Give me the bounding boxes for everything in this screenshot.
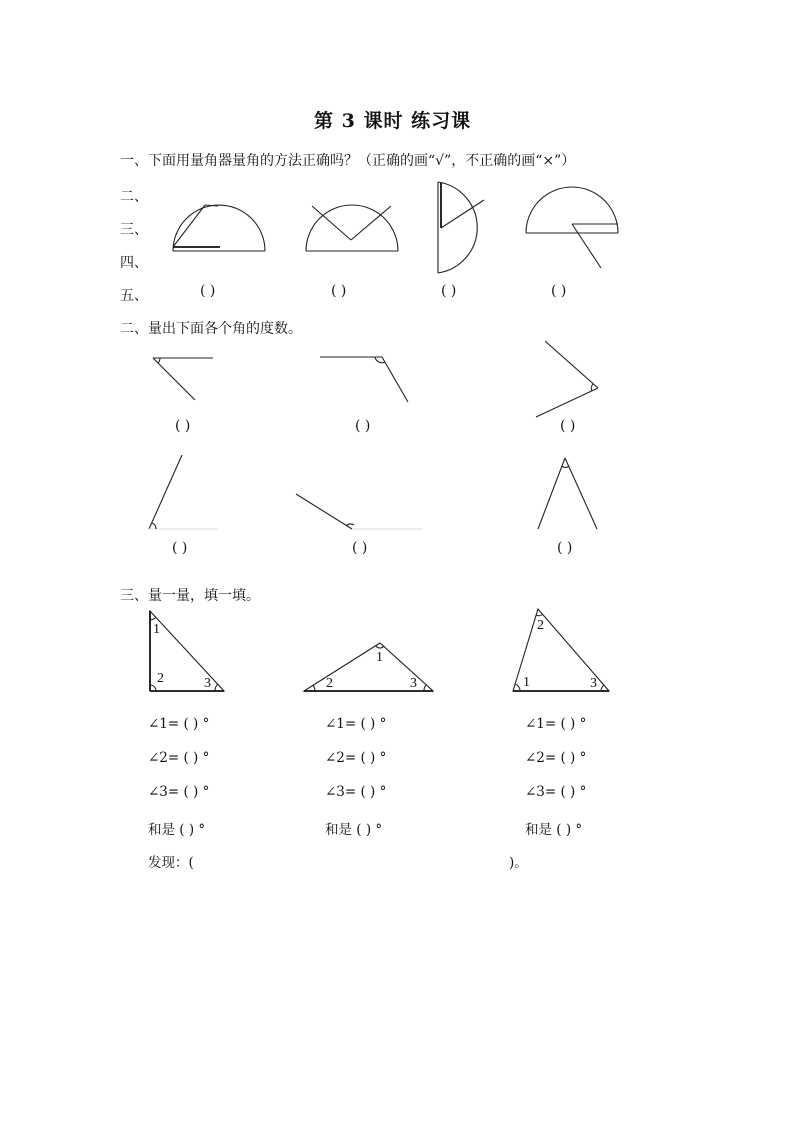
tri2-label-3: 3	[410, 676, 417, 691]
angle-figure-2	[320, 357, 408, 402]
protractor-diagram-1	[173, 205, 265, 251]
tri2-label-1: 1	[376, 650, 383, 665]
protractor-diagram-3	[438, 182, 484, 273]
angle-figure-6	[538, 458, 597, 529]
side-label-3: 三、	[120, 222, 148, 238]
section3-heading: 三、量一量，填一填。	[120, 588, 260, 604]
col3-angle3[interactable]: ∠3= ( ) °	[525, 784, 587, 800]
side-label-4: 四、	[120, 255, 148, 271]
side-label-2: 二、	[120, 189, 148, 205]
tri2-label-2: 2	[326, 676, 333, 691]
col1-angle3[interactable]: ∠3= ( ) °	[148, 784, 210, 800]
protractor-diagram-2	[306, 205, 398, 251]
angle-answer-1[interactable]: ( )	[175, 418, 191, 434]
section1-heading: 一、下面用量角器量角的方法正确吗？（正确的画“√”，不正确的画“×”）	[120, 153, 576, 169]
discovery-label: 发现：(	[148, 855, 194, 871]
col3-angle1[interactable]: ∠1= ( ) °	[525, 716, 587, 732]
tri3-label-1: 1	[523, 675, 530, 690]
angle-answer-6[interactable]: ( )	[557, 540, 573, 556]
angle-answer-2[interactable]: ( )	[355, 418, 371, 434]
angle-figure-5	[296, 494, 423, 529]
tri3-label-3: 3	[590, 676, 597, 691]
angle-answer-5[interactable]: ( )	[352, 540, 368, 556]
col1-angle1[interactable]: ∠1= ( ) °	[148, 716, 210, 732]
discovery-input[interactable]	[200, 849, 505, 869]
answer-blank-2[interactable]: ( )	[331, 283, 347, 299]
tri1-label-2: 2	[157, 671, 164, 686]
tri1-label-1: 1	[153, 622, 160, 637]
answer-blank-4[interactable]: ( )	[551, 283, 567, 299]
col2-angle1[interactable]: ∠1= ( ) °	[325, 716, 387, 732]
col3-angle2[interactable]: ∠2= ( ) °	[525, 750, 587, 766]
discovery-close: )。	[509, 855, 528, 871]
section2-heading: 二、量出下面各个角的度数。	[120, 321, 302, 337]
angle-answer-3[interactable]: ( )	[560, 418, 576, 434]
col2-sum[interactable]: 和是 ( ) °	[325, 822, 383, 838]
tri1-label-3: 3	[204, 676, 211, 691]
col3-sum[interactable]: 和是 ( ) °	[525, 822, 583, 838]
col1-sum[interactable]: 和是 ( ) °	[148, 822, 206, 838]
tri3-label-2: 2	[537, 618, 544, 633]
col1-angle2[interactable]: ∠2= ( ) °	[148, 750, 210, 766]
angle-figure-3	[536, 341, 598, 417]
angle-figure-1	[153, 358, 213, 400]
angle-figure-4	[149, 455, 218, 529]
answer-blank-3[interactable]: ( )	[441, 283, 457, 299]
col2-angle3[interactable]: ∠3= ( ) °	[325, 784, 387, 800]
side-label-5: 五、	[120, 288, 148, 304]
page-title: 第 3 课时 练习课	[314, 110, 472, 132]
col2-angle2[interactable]: ∠2= ( ) °	[325, 750, 387, 766]
angle-answer-4[interactable]: ( )	[172, 540, 188, 556]
protractor-diagram-4	[526, 187, 618, 268]
answer-blank-1[interactable]: ( )	[200, 283, 216, 299]
